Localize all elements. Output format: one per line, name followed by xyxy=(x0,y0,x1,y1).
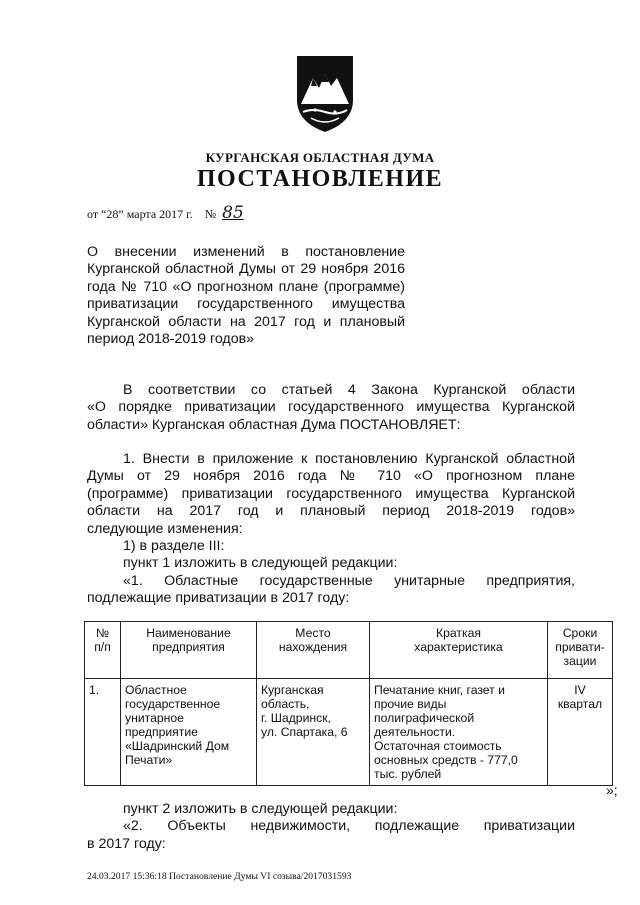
text-line: Думы от 29 ноября 2016 года № 710 «О прогнозном плане xyxy=(87,468,575,485)
table-row xyxy=(85,679,613,786)
enterprises-table xyxy=(84,621,613,786)
cell-text: IV xyxy=(574,683,586,697)
table-header-row xyxy=(85,622,613,679)
cell-number: 1. xyxy=(85,679,121,786)
number-label: № xyxy=(204,207,217,221)
cell-text: квартал xyxy=(557,697,603,711)
cell-text: полиграфической xyxy=(374,711,475,725)
header-text: Сроки xyxy=(562,626,598,640)
text-line: подлежащие приватизации в 2017 году: xyxy=(87,590,350,607)
header-cell-description xyxy=(370,622,548,679)
header-text: характеристика xyxy=(414,640,503,654)
cell-text: предприятие xyxy=(125,725,198,739)
coat-of-arms-icon xyxy=(293,52,357,136)
header-cell-term xyxy=(548,622,613,679)
cell-text: тыс. рублей xyxy=(374,767,442,781)
document-title: О внесении изменений в постановление Курганской областной Думы от 29 ноября 2016 года № 710 «О прогнозном плане (программе) приватизации государственного имущества Курганской области на 2017 год и плановый период 2018-2019 годов» xyxy=(87,244,405,348)
cell-text: Печатание книг, газет и xyxy=(374,683,505,697)
text-line: (программе) приватизации государственного имущества Курганской xyxy=(87,485,575,502)
cell-text: Областное xyxy=(125,683,187,697)
document-type-heading: ПОСТАНОВЛЕНИЕ xyxy=(196,166,444,192)
cell-text: «Шадринский Дом xyxy=(125,739,230,753)
text-line: В соответствии со статьей 4 Закона Курганской области xyxy=(123,382,575,398)
header-text: предприятия xyxy=(152,640,225,654)
cell-text: основных средств - 777,0 xyxy=(374,753,518,767)
text-line: «2. Объекты недвижимости, подлежащие приватизации xyxy=(123,818,575,835)
subitem-point-1: пункт 1 изложить в следующей редакции: xyxy=(123,555,398,572)
header-text: Краткая xyxy=(436,626,481,640)
cell-text: Печати» xyxy=(125,753,173,767)
cell-name xyxy=(121,679,257,786)
header-cell-location xyxy=(257,622,370,679)
cell-text: унитарное xyxy=(125,711,184,725)
cell-text: деятельности. xyxy=(374,725,456,739)
text-line: следующие изменения: xyxy=(87,520,243,537)
document-number: 85 xyxy=(222,203,244,223)
document-footer-stamp: 24.03.2017 15:36:18 Постановление Думы VI созыва/2017031593 xyxy=(87,871,352,882)
text-line: в 2017 году: xyxy=(87,835,166,852)
cell-text: Остаточная стоимость xyxy=(374,739,502,753)
date-line xyxy=(87,203,244,223)
header-text: зации xyxy=(563,654,597,668)
cell-description xyxy=(370,679,548,786)
header-text: Наименование xyxy=(146,626,231,640)
closing-quote-mark: »; xyxy=(606,782,618,798)
header-cell-number xyxy=(85,622,121,679)
header-text: нахождения xyxy=(278,640,348,654)
cell-term xyxy=(548,679,613,786)
cell-text: Курганская xyxy=(261,683,324,697)
cell-location xyxy=(257,679,370,786)
cell-text: ул. Спартака, 6 xyxy=(261,725,348,739)
text-line: «О порядке приватизации государственного имущества Курганской xyxy=(87,399,575,416)
cell-text: г. Шадринск, xyxy=(261,711,331,725)
organization-name: КУРГАНСКАЯ ОБЛАСТНАЯ ДУМА xyxy=(205,150,435,165)
intro-paragraph xyxy=(87,382,575,434)
cell-text: государственное xyxy=(125,697,221,711)
item-1-paragraph xyxy=(87,451,575,608)
text-line: «1. Областные государственные унитарные предприятия, xyxy=(123,572,575,589)
item-2-paragraph xyxy=(87,801,575,853)
header-text: привати- xyxy=(555,640,605,654)
header-cell-name xyxy=(121,622,257,679)
text-line: области на 2017 год и плановый период 2018-2019 годов» xyxy=(87,503,575,520)
cell-text: область, xyxy=(261,697,310,711)
header-text: Место xyxy=(295,626,331,640)
header-text: № xyxy=(95,626,110,640)
text-line: области» Курганская областная Дума ПОСТАНОВЛЯЕТ: xyxy=(87,416,461,433)
date-prefix: от xyxy=(87,207,99,221)
document-date: “28” марта 2017 г. xyxy=(101,207,193,221)
cell-text: прочие виды xyxy=(374,697,447,711)
text-line: пункт 2 изложить в следующей редакции: xyxy=(123,801,398,817)
text-line: 1. Внести в приложение к постановлению Курганской областной xyxy=(123,451,575,467)
header-text: п/п xyxy=(94,640,111,654)
subitem-1: 1) в разделе III: xyxy=(123,538,225,555)
